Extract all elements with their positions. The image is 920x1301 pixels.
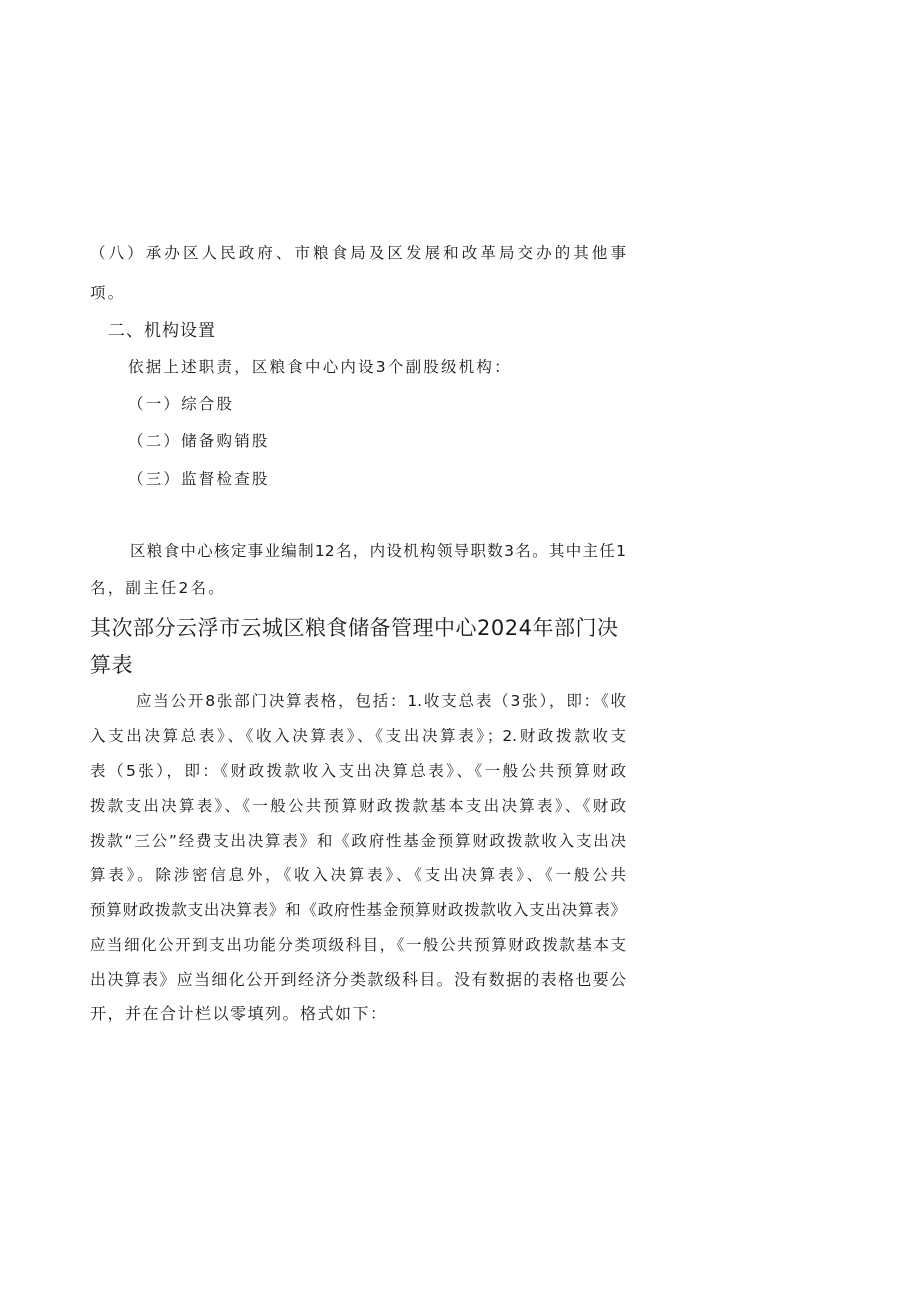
para-line-6: 算表》。除涉密信息外，《收入决算表》、《支出决算表》、《一般公共 [90,866,626,884]
part2-title-line1: 其次部分云浮市云城区粮食储备管理中心2024年部门决 [90,616,619,640]
section2-title: 二、机构设置 [108,321,216,341]
unit-item-2: （二）储备购销股 [128,432,270,450]
para-line-5: 拨款“三公”经费支出决算表》和《政府性基金预算财政拨款收入支出决 [90,832,626,850]
para-line-3: 表（5张），即：《财政拨款收入支出决算总表》、《一般公共预算财政 [90,762,626,780]
para-line-2: 入支出决算总表》、《收入决算表》、《支出决算表》；2.财政拨款收支 [90,727,626,745]
para-line-10: 开，并在合计栏以零填列。格式如下： [90,1004,388,1023]
para-line-1: 应当公开8张部门决算表格，包括：1.收支总表（3张），即：《收 [136,692,626,710]
unit-item-3: （三）监督检查股 [128,470,270,488]
part2-title-line2: 算表 [90,653,133,677]
para-line-7: 预算财政拨款支出决算表》和《政府性基金预算财政拨款收入支出决算表》 [90,901,626,919]
para-line-9: 出决算表》应当细化公开到经济分类款级科目。没有数据的表格也要公 [90,970,626,989]
staff-line2: 名，副主任2名。 [90,579,226,597]
para-line-4: 拨款支出决算表》、《一般公共预算财政拨款基本支出决算表》、《财政 [90,797,626,815]
staff-line1: 区粮食中心核定事业编制12名，内设机构领导职数3名。其中主任1 [130,542,626,560]
para-line-8: 应当细化公开到支出功能分类项级科目，《一般公共预算财政拨款基本支 [90,936,626,954]
item8-line2: 项。 [90,284,126,302]
unit-item-1: （一）综合股 [128,395,235,413]
section2-intro: 依据上述职责，区粮食中心内设3个副股级机构： [128,358,512,376]
item8-line1: （八）承办区人民政府、市粮食局及区发展和改革局交办的其他事 [90,244,626,262]
